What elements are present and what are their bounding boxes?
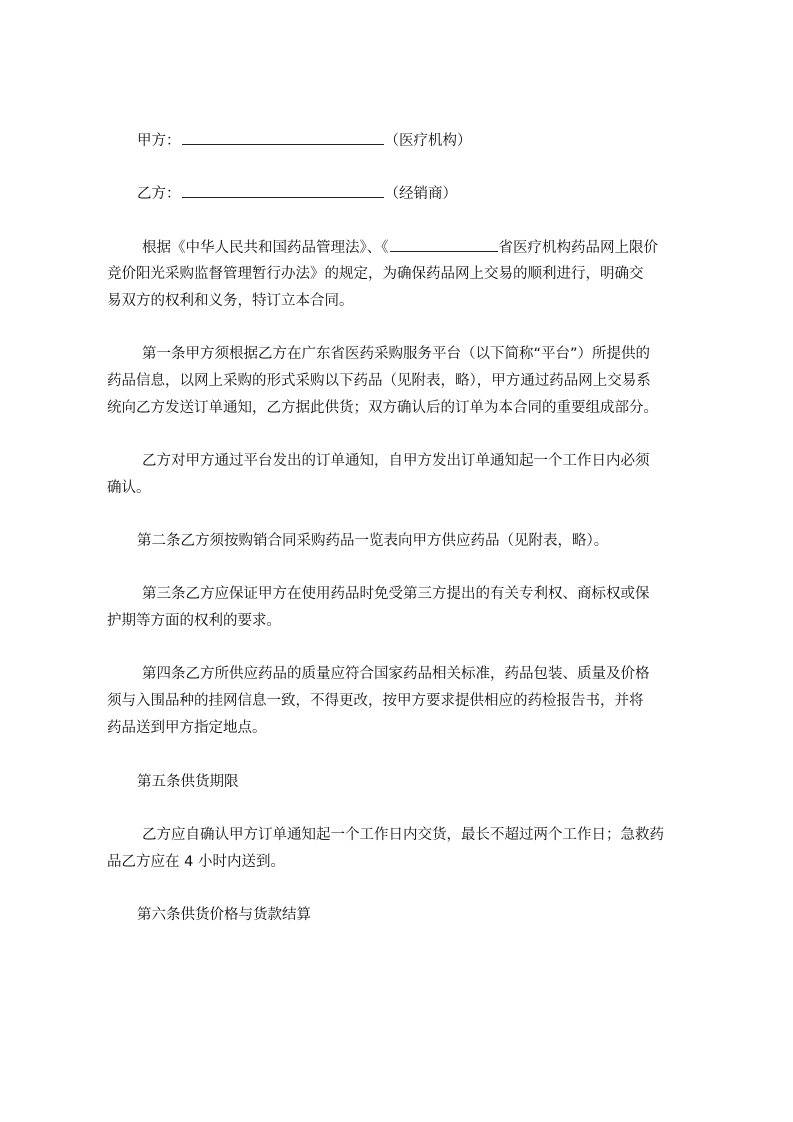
article5-line-1: 乙方应自确认甲方订单通知起一个工作日内交货，最长不超过两个工作日；急救药 bbox=[142, 827, 664, 843]
article1-line-1: 第一条甲方须根据乙方在广东省医药采购服务平台（以下简称“平台”）所提供的 bbox=[142, 346, 651, 362]
article3-line-1: 第三条乙方应保证甲方在使用药品时免受第三方提出的有关专利权、商标权或保 bbox=[142, 586, 650, 602]
article4-line-2: 须与入围品种的挂网信息一致，不得更改，按甲方要求提供相应的药检报告书，并将 bbox=[107, 693, 644, 709]
party-b-label: 乙方： bbox=[137, 186, 181, 202]
party-a-suffix: （医疗机构） bbox=[384, 133, 472, 149]
article1-confirm-line-1: 乙方对甲方通过平台发出的订单通知，自甲方发出订单通知起一个工作日内必须 bbox=[142, 453, 650, 469]
article1-confirm-line-2: 确认。 bbox=[107, 480, 151, 496]
party-a-label: 甲方： bbox=[137, 133, 181, 149]
intro-text-before-blank: 根据《中华人民共和国药品管理法》、《 bbox=[142, 240, 389, 256]
article1-line-3: 统向乙方发送订单通知，乙方据此供货；双方确认后的订单为本合同的重要组成部分。 bbox=[107, 400, 658, 416]
article5-line-2: 品乙方应在 4 小时内送到。 bbox=[107, 854, 285, 870]
intro-province-blank bbox=[390, 237, 498, 252]
article2-line-1: 第二条乙方须按购销合同采购药品一览表向甲方供应药品（见附表，略）。 bbox=[137, 533, 609, 549]
party-b-suffix: （经销商） bbox=[384, 186, 457, 202]
intro-line-2: 竞价阳光采购监督管理暂行办法》的规定，为确保药品网上交易的顺利进行，明确交 bbox=[107, 266, 644, 282]
intro-text-after-blank: 省医疗机构药品网上限价 bbox=[498, 240, 658, 256]
article6-heading: 第六条供货价格与货款结算 bbox=[137, 907, 311, 923]
party-a-line bbox=[137, 130, 472, 151]
article1-line-2: 药品信息，以网上采购的形式采购以下药品（见附表，略），甲方通过药品网上交易系 bbox=[107, 373, 651, 389]
party-b-blank bbox=[182, 183, 384, 198]
article4-line-1: 第四条乙方所供应药品的质量应符合国家药品相关标准，药品包装、质量及价格 bbox=[142, 666, 650, 682]
intro-line-3: 易双方的权利和义务，特订立本合同。 bbox=[107, 293, 354, 309]
intro-line-1 bbox=[142, 237, 658, 258]
party-a-blank bbox=[182, 130, 384, 145]
article3-line-2: 护期等方面的权利的要求。 bbox=[107, 613, 281, 629]
party-b-line bbox=[137, 183, 457, 204]
article4-line-3: 药品送到甲方指定地点。 bbox=[107, 720, 267, 736]
article5-heading: 第五条供货期限 bbox=[137, 774, 239, 790]
